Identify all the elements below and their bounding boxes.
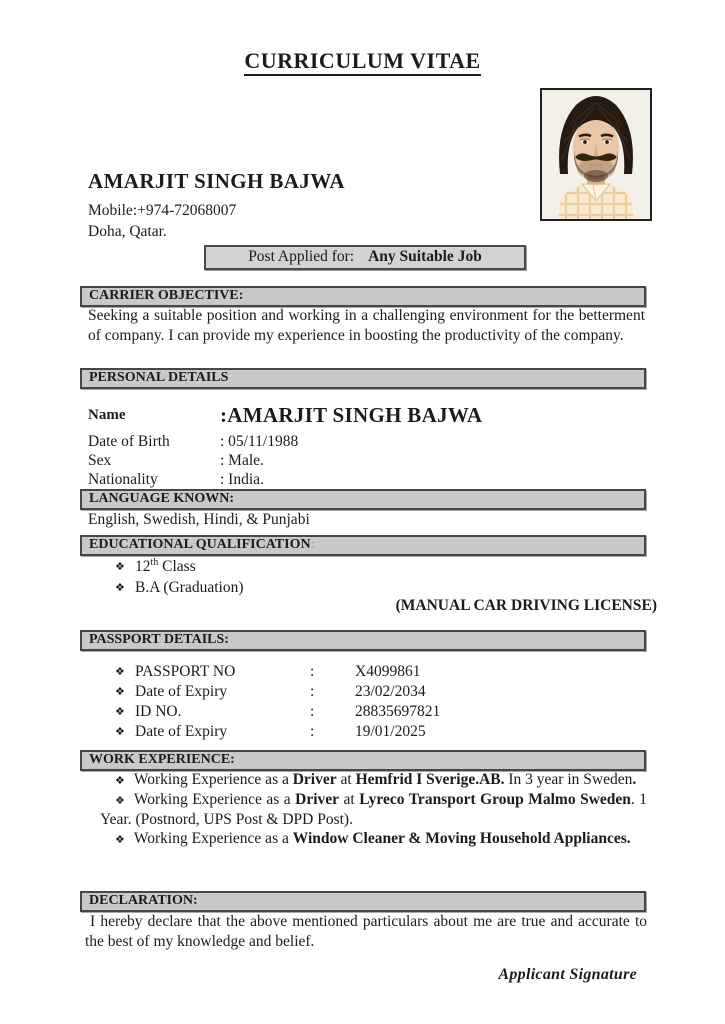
field-label: Nationality xyxy=(88,471,158,488)
field-value: : India. xyxy=(220,471,264,488)
work-text: Working Experience as a xyxy=(133,830,293,847)
list-item xyxy=(115,578,243,599)
list-item xyxy=(100,829,647,849)
diamond-bullet-icon: ❖ xyxy=(115,725,125,738)
work-text-bold: Hemfrid I Sverige.AB. xyxy=(355,771,505,788)
table-row xyxy=(88,432,646,451)
field-value: 28835697821 xyxy=(355,703,441,720)
table-row xyxy=(115,682,440,702)
table-row xyxy=(115,722,440,742)
post-applied-box xyxy=(204,245,526,270)
field-value: :AMARJIT SINGH BAJWA xyxy=(220,403,483,427)
passport-details-table xyxy=(115,662,440,742)
table-row xyxy=(115,662,440,682)
page-title xyxy=(0,48,725,74)
section-header-work-experience: WORK EXPERIENCE: xyxy=(80,750,646,771)
section-header-language-known: LANGUAGE KNOWN: xyxy=(80,489,646,510)
section-header-text: EDUCATIONAL QUALIFICATION xyxy=(89,537,311,552)
table-row xyxy=(88,451,646,470)
work-text: Working Experience as a xyxy=(133,771,293,788)
list-item xyxy=(115,557,243,578)
field-label: Date of Birth xyxy=(88,433,170,450)
diamond-bullet-icon: ❖ xyxy=(115,705,125,718)
applicant-name: AMARJIT SINGH BAJWA xyxy=(88,169,345,193)
work-text-bold: . xyxy=(632,771,637,788)
section-header-carrier-objective: CARRIER OBJECTIVE: xyxy=(80,286,646,307)
diamond-bullet-icon: ❖ xyxy=(115,774,125,787)
education-list xyxy=(115,557,243,598)
colon-separator: : xyxy=(310,703,315,720)
work-text: In 3 year in Sweden xyxy=(504,771,633,788)
list-item xyxy=(100,770,647,790)
ordinal-suffix: th xyxy=(150,556,159,568)
work-text-bold: Driver xyxy=(292,771,337,788)
applicant-signature-label: Applicant Signature xyxy=(498,966,637,983)
field-value: : Male. xyxy=(220,452,264,469)
list-item xyxy=(100,790,647,829)
field-label: PASSPORT NO xyxy=(135,663,236,680)
field-value: X4099861 xyxy=(355,663,421,680)
field-label: Date of Expiry xyxy=(135,683,228,700)
applicant-photo-illustration xyxy=(542,90,650,219)
applicant-photo xyxy=(540,88,652,221)
table-row xyxy=(115,702,440,722)
work-text: Working Experience as a xyxy=(133,791,296,808)
field-label: Date of Expiry xyxy=(135,723,228,740)
diamond-bullet-icon: ❖ xyxy=(115,580,125,594)
accent-colon: : xyxy=(310,537,316,552)
languages-text: English, Swedish, Hindi, & Punjabi xyxy=(88,511,310,528)
work-text: . 1 Year. (Postnord, UPS Post & DPD Post). xyxy=(100,791,647,828)
work-text: at xyxy=(339,791,360,808)
section-header-declaration: DECLARATION: xyxy=(80,891,646,912)
post-applied-value: Any Suitable Job xyxy=(368,248,482,265)
field-value: 23/02/2034 xyxy=(355,683,426,700)
field-label: ID NO. xyxy=(135,703,182,720)
post-applied-label: Post Applied for: xyxy=(248,248,355,265)
class-number: 12 xyxy=(135,558,151,575)
mobile-number: Mobile:+974-72068007 xyxy=(88,202,237,219)
diamond-bullet-icon: ❖ xyxy=(115,685,125,698)
location: Doha, Qatar. xyxy=(88,223,167,240)
diamond-bullet-icon: ❖ xyxy=(115,560,125,573)
field-value: : 05/11/1988 xyxy=(220,433,299,450)
diamond-bullet-icon: ❖ xyxy=(115,833,125,846)
work-text-bold: Window Cleaner & Moving Household Appliances. xyxy=(292,830,631,847)
colon-separator: : xyxy=(310,723,315,740)
driving-license-note: (MANUAL CAR DRIVING LICENSE) xyxy=(395,597,657,614)
carrier-objective-text: Seeking a suitable position and working in a challenging environment for the betterment of company. I can provide my experience in boosting the productivity of the company. xyxy=(88,307,645,344)
declaration-text-body: I hereby declare that the above mentioned particulars about me are true and accurate to the best of my knowledge and belief. xyxy=(85,913,647,950)
declaration-text xyxy=(85,912,647,952)
table-row xyxy=(88,402,646,429)
colon-separator: : xyxy=(310,663,315,680)
field-value: 19/01/2025 xyxy=(355,723,426,740)
table-row xyxy=(88,470,646,489)
field-label: Sex xyxy=(88,452,112,469)
section-header-personal-details: PERSONAL DETAILS xyxy=(80,368,646,389)
work-text-bold: Lyreco Transport Group Malmo Sweden xyxy=(359,791,631,808)
section-header-passport-details: PASSPORT DETAILS: xyxy=(80,630,646,651)
section-header-educational-qualification xyxy=(80,535,646,556)
personal-details-table xyxy=(88,402,646,489)
work-text: at xyxy=(336,771,356,788)
diamond-bullet-icon: ❖ xyxy=(115,794,125,807)
education-item-text: B.A (Graduation) xyxy=(135,578,244,596)
work-experience-list xyxy=(88,770,647,849)
page-title-text: CURRICULUM VITAE xyxy=(244,48,480,76)
colon-separator: : xyxy=(310,683,315,700)
education-item-text xyxy=(135,557,196,578)
class-label: Class xyxy=(158,558,196,575)
field-label: Name xyxy=(88,407,126,423)
work-text-bold: Driver xyxy=(295,791,340,808)
diamond-bullet-icon: ❖ xyxy=(115,665,125,678)
